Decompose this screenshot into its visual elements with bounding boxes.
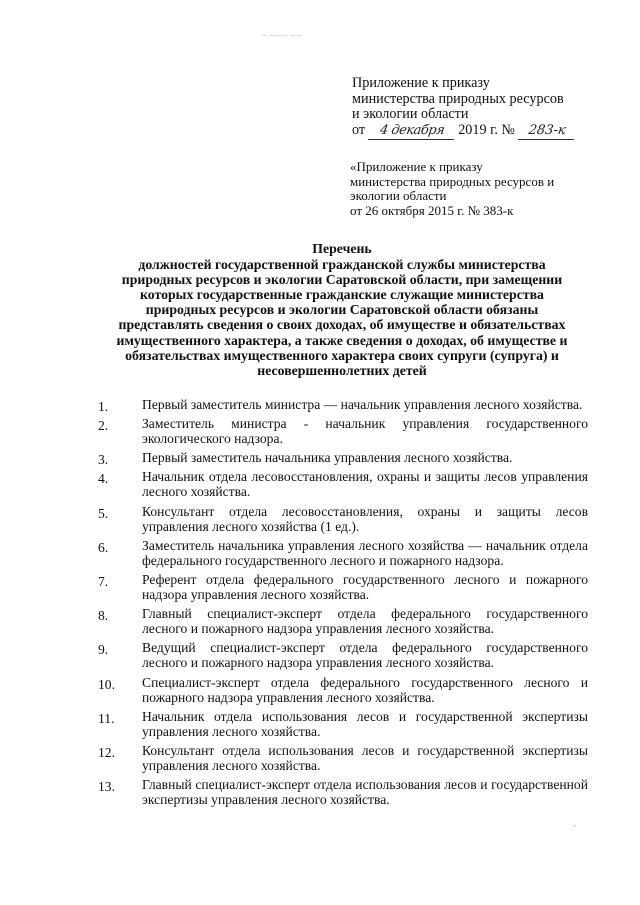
heading-line: представлять сведения о своих доходах, об имуществе и обязательствах [118, 317, 566, 333]
approval-line-1: Приложение к приказу [352, 75, 490, 91]
list-item-text: Консультант отдела лесовосстановления, охраны и защиты лесов управления лесного хозяйства (1 ед.). [142, 503, 588, 534]
document-heading [92, 241, 592, 378]
approval-line-3: и экологии области [352, 106, 469, 122]
approval-date-line [352, 123, 622, 140]
list-item [98, 572, 588, 602]
list-item-number: 3. [98, 452, 109, 468]
list-item [98, 606, 588, 636]
approval-line-2: министерства природных ресурсов [352, 90, 564, 107]
list-item-number: 11. [98, 710, 115, 726]
list-item-number: 12. [98, 744, 115, 760]
list-item [98, 640, 588, 670]
heading-line: имущественного характера, а также сведения о доходах, об имуществе и [116, 332, 568, 348]
heading-line: природных ресурсов и экологии Саратовской области обязаны [145, 302, 539, 318]
list-item-number: 6. [98, 539, 109, 555]
list-item-text: Ведущий специалист-эксперт отдела федерального государственного лесного и пожарного надзора управления лесного хозяйства. [142, 640, 588, 671]
previous-annex-line-3: экологии области [350, 188, 447, 203]
scan-artifact: — ——— —— [262, 34, 303, 39]
page-mark: · [573, 822, 576, 831]
heading-line: обязательствах имущественного характера своих супруги (супруга) и [125, 347, 559, 363]
list-item-number: 5. [98, 505, 109, 521]
heading-line: которых государственные гражданские служащие министерства [140, 287, 544, 303]
heading-line: природных ресурсов и экологии Саратовской области, при замещении [121, 272, 563, 288]
list-item-text: Специалист-эксперт отдела федерального государственного лесного и пожарного надзора управления лесного хозяйства. [142, 674, 588, 705]
list-item-text: Начальник отдела использования лесов и государственной экспертизы управления лесного хозяйства. [142, 708, 588, 739]
list-item [98, 709, 588, 739]
list-item-text: Начальник отдела лесовосстановления, охраны и защиты лесов управления лесного хозяйства. [142, 469, 588, 500]
list-item-number: 4. [98, 471, 109, 487]
previous-annex-line-4: от 26 октября 2015 г. № 383-к [350, 202, 514, 218]
list-item-text: Референт отдела федерального государственного лесного и пожарного надзора управления лесного хозяйства. [142, 571, 588, 603]
list-item-text: Первый заместитель министра — начальник управления лесного хозяйства. [142, 397, 583, 412]
list-item [98, 397, 588, 412]
date-prefix: от [352, 121, 366, 138]
list-item-number: 10. [98, 676, 115, 692]
list-item-text: Заместитель начальника управления лесного хозяйства — начальник отдела федерального государственного лесного и пожарного надзора. [142, 537, 588, 568]
list-item-text: Заместитель министра - начальник управления государственного экологического надзора. [142, 416, 588, 447]
list-item [98, 743, 588, 773]
list-item-number: 1. [98, 399, 109, 414]
list-item-text: Главный специалист-эксперт отдела использования лесов и государственной экспертизы управления лесного хозяйства. [142, 777, 588, 808]
list-item-number: 9. [98, 642, 109, 658]
previous-annex-block [350, 160, 620, 218]
year-text: 2019 г. № [458, 121, 515, 138]
list-item [98, 469, 588, 499]
heading-line: несовершеннолетних детей [257, 362, 427, 378]
previous-annex-line-2: министерства природных ресурсов и [350, 173, 555, 189]
heading-line: должностей государственной гражданской службы министерства [138, 257, 546, 273]
list-item [98, 675, 588, 705]
approval-block [352, 76, 622, 139]
handwritten-date: 4 декабря [367, 123, 455, 140]
list-item [98, 777, 588, 807]
heading-title: Перечень [312, 241, 372, 256]
list-item [98, 538, 588, 568]
list-item-text: Консультант отдела использования лесов и государственной экспертизы управления лесного хозяйства. [142, 742, 588, 773]
positions-list [98, 397, 588, 807]
list-item-number: 13. [98, 779, 115, 795]
list-item [98, 450, 588, 468]
handwritten-order-number: 283-к [517, 123, 575, 140]
previous-annex-line-1: «Приложение к приказу [350, 159, 483, 174]
list-item [98, 504, 588, 534]
list-item-text: Главный специалист-эксперт отдела федерального государственного лесного и пожарного надзора управления лесного хозяйства. [142, 606, 588, 637]
list-item-number: 7. [98, 573, 109, 589]
list-item-number: 2. [98, 418, 109, 434]
list-item [98, 416, 588, 446]
list-item-text: Первый заместитель начальника управления лесного хозяйства. [142, 450, 513, 466]
list-item-number: 8. [98, 608, 109, 624]
